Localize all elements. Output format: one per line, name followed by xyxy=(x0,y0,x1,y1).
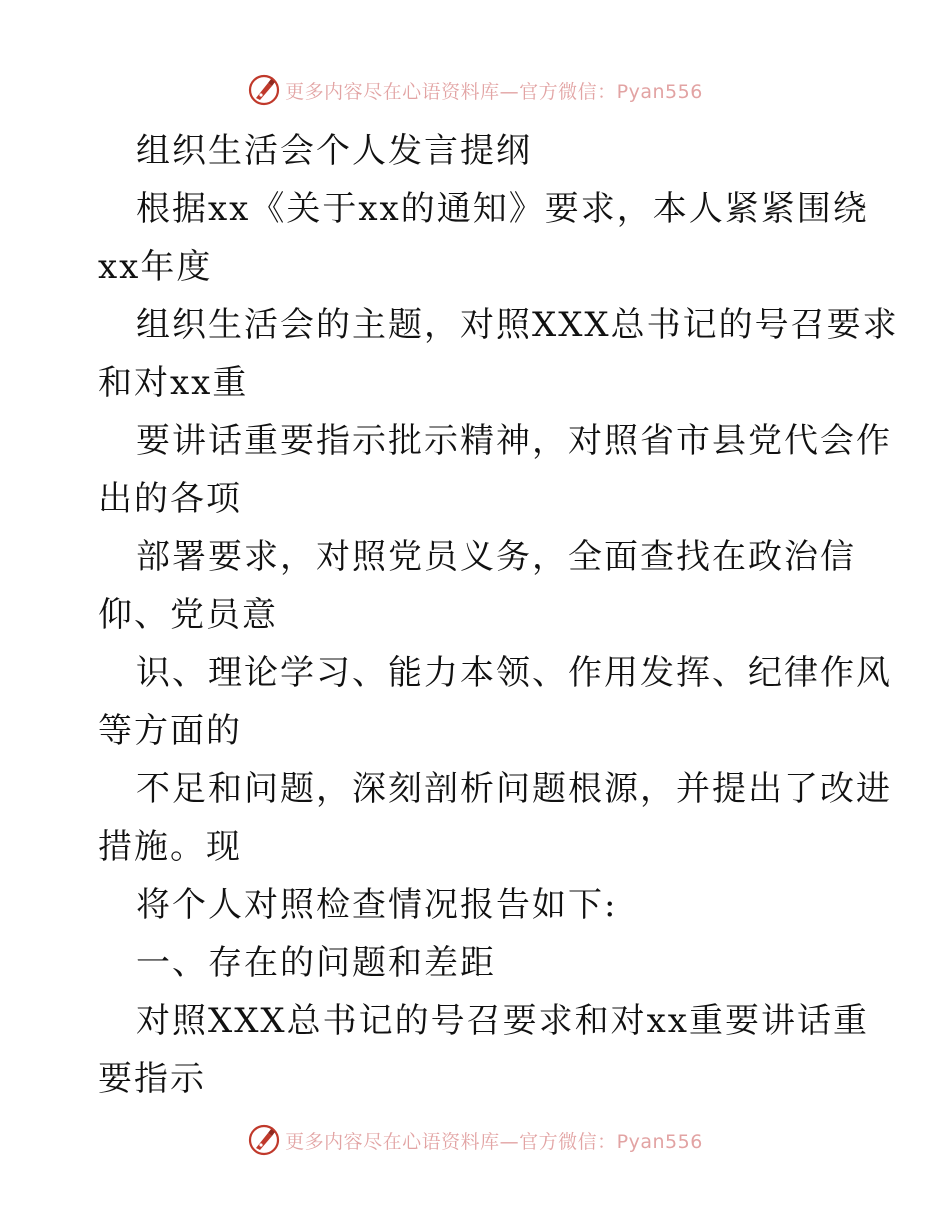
pen-nib-logo-icon xyxy=(247,1123,281,1157)
doc-line: 对照XXX总书记的号召要求和对xx重要讲话重 xyxy=(136,1001,869,1041)
document-body xyxy=(98,122,899,1108)
section-heading: 一、存在的问题和差距 xyxy=(136,943,496,983)
doc-line: 组织生活会的主题，对照XXX总书记的号召要求 xyxy=(136,305,899,345)
doc-line: 要讲话重要指示批示精神，对照省市县党代会作 xyxy=(136,421,892,461)
watermark-text: 更多内容尽在心语资料库—官方微信：Pyan556 xyxy=(285,80,703,103)
doc-line: xx年度 xyxy=(98,247,213,287)
doc-line: 不足和问题，深刻剖析问题根源，并提出了改进 xyxy=(136,769,892,809)
doc-line: 识、理论学习、能力本领、作用发挥、纪律作风 xyxy=(136,653,892,693)
doc-line: 部署要求，对照党员义务，全面查找在政治信 xyxy=(136,537,856,577)
doc-line: 根据xx《关于xx的通知》要求，本人紧紧围绕 xyxy=(136,189,869,229)
doc-line: 将个人对照检查情况报告如下: xyxy=(136,885,618,925)
pen-nib-logo-icon xyxy=(247,73,281,107)
doc-line: 等方面的 xyxy=(98,711,242,751)
doc-line: 出的各项 xyxy=(98,479,242,519)
header-watermark xyxy=(0,70,950,110)
watermark-text: 更多内容尽在心语资料库—官方微信：Pyan556 xyxy=(285,1130,703,1153)
doc-line: 要指示 xyxy=(98,1059,206,1099)
footer-watermark xyxy=(0,1120,950,1160)
doc-title: 组织生活会个人发言提纲 xyxy=(136,131,532,171)
doc-line: 和对xx重 xyxy=(98,363,249,403)
doc-line: 措施。现 xyxy=(98,827,242,867)
doc-line: 仰、党员意 xyxy=(98,595,278,635)
